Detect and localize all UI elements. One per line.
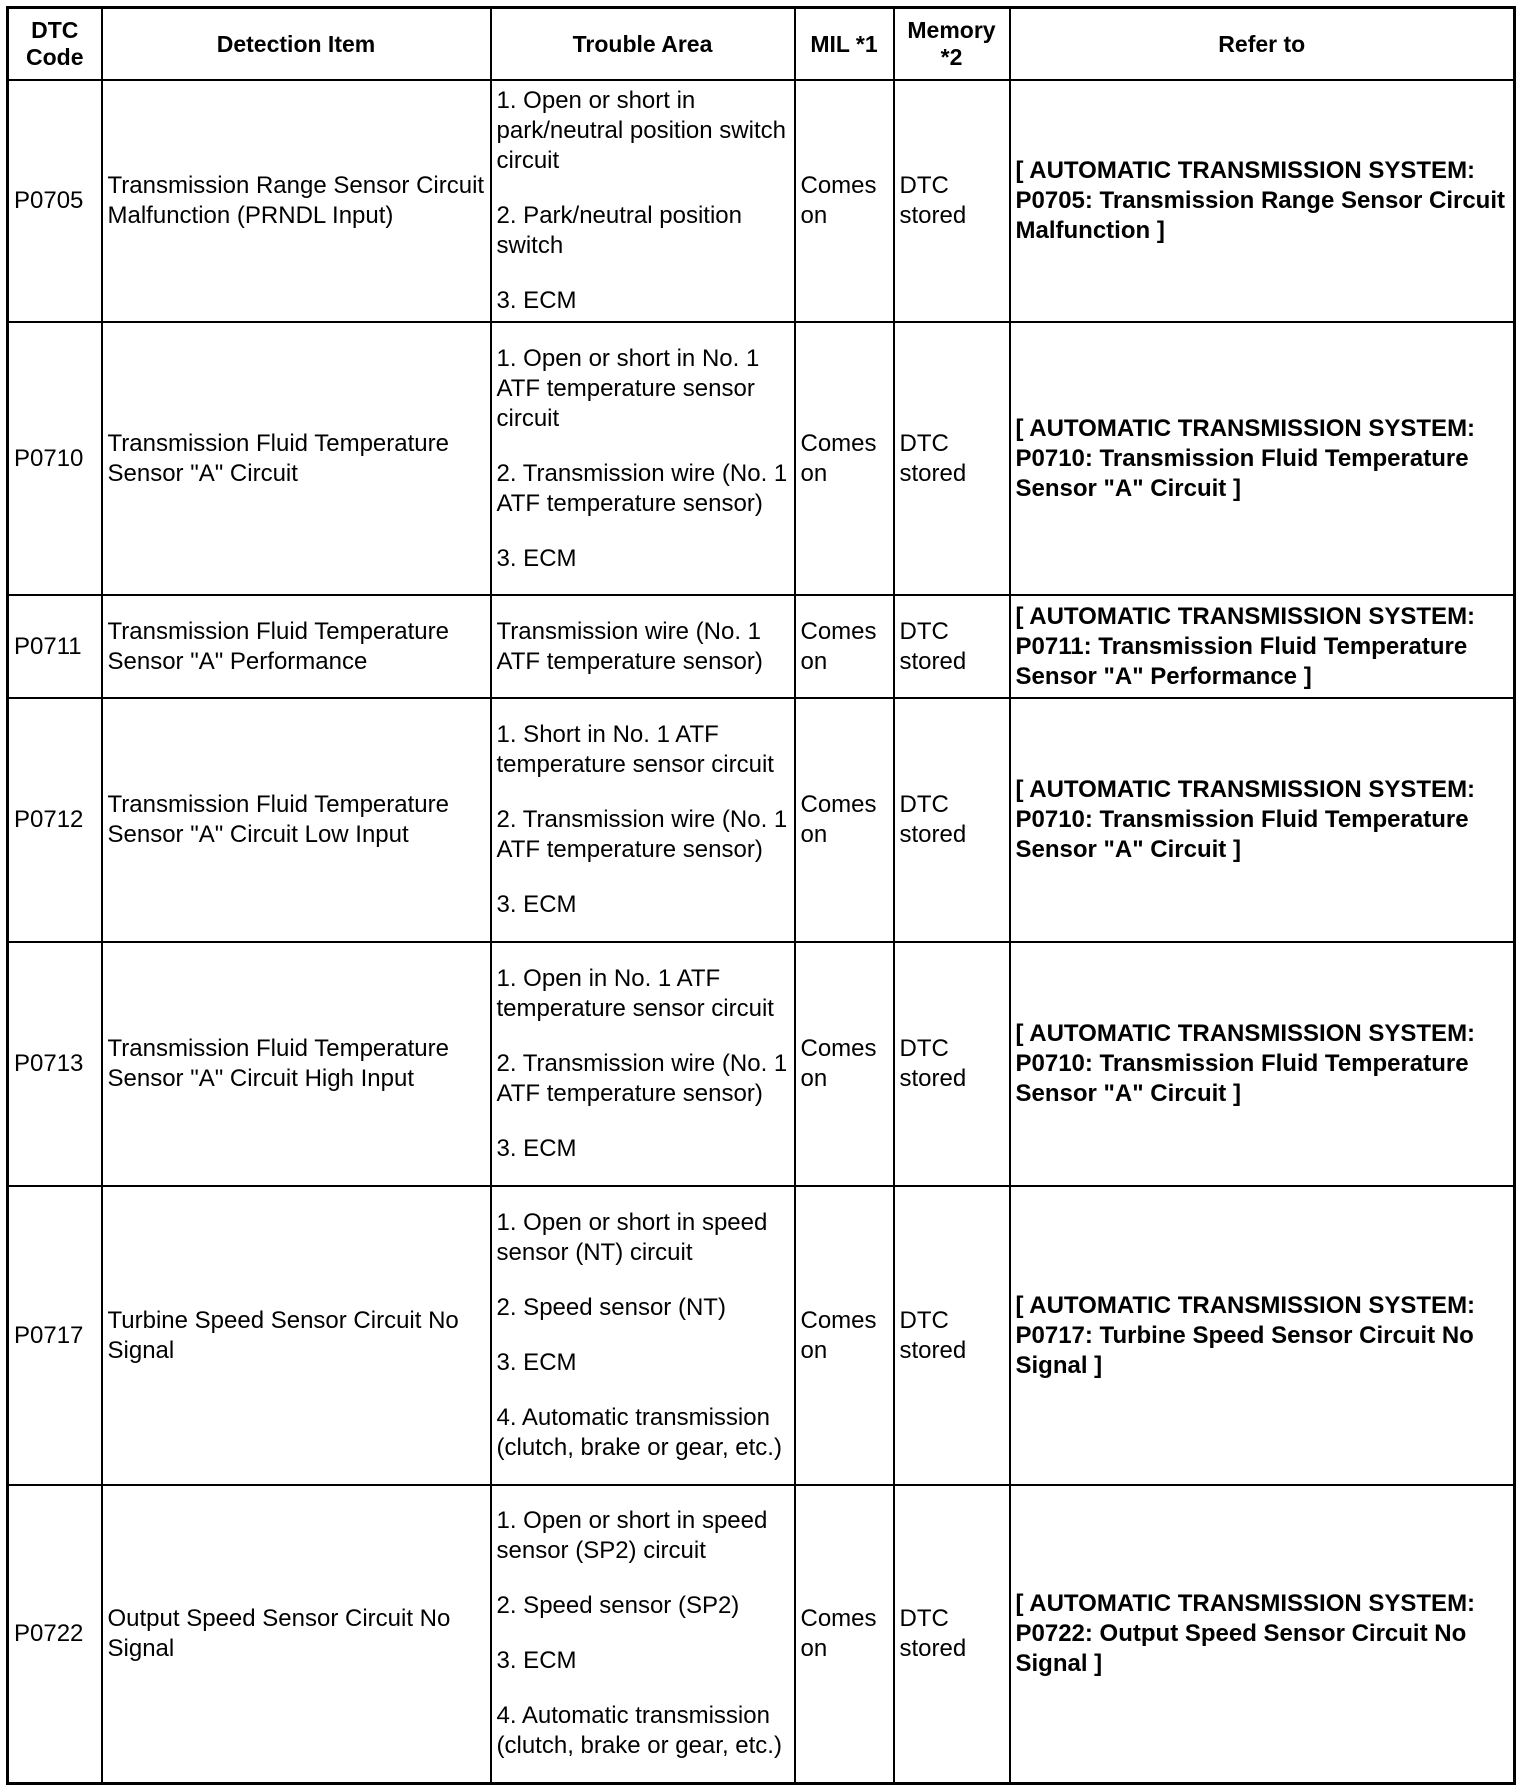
header-memory-line2: *2 — [940, 44, 963, 70]
detection-item: Transmission Range Sensor Circuit Malfunction (PRNDL Input) — [102, 80, 491, 322]
memory-status: DTC stored — [894, 1186, 1010, 1485]
trouble-item: 2. Transmission wire (No. 1 ATF temperature sensor) — [496, 806, 788, 863]
dtc-code: P0711 — [8, 595, 102, 698]
trouble-item: 3. ECM — [496, 1647, 577, 1675]
memory-status: DTC stored — [894, 942, 1010, 1186]
table-header-row — [8, 8, 1515, 81]
trouble-item: 1. Short in No. 1 ATF temperature sensor circuit — [496, 721, 774, 778]
refer-link[interactable]: [ AUTOMATIC TRANSMISSION SYSTEM: P0717: Turbine Speed Sensor Circuit No Signal ] — [1010, 1186, 1515, 1485]
trouble-area — [491, 698, 795, 942]
detection-item: Transmission Fluid Temperature Sensor "A" Circuit High Input — [102, 942, 491, 1186]
memory-status: DTC stored — [894, 322, 1010, 595]
refer-link[interactable]: [ AUTOMATIC TRANSMISSION SYSTEM: P0705: Transmission Range Sensor Circuit Malfunction ] — [1010, 80, 1515, 322]
memory-status: DTC stored — [894, 80, 1010, 322]
trouble-item: 2. Transmission wire (No. 1 ATF temperature sensor) — [496, 459, 788, 517]
table-row — [8, 595, 1515, 698]
trouble-item: 1. Open in No. 1 ATF temperature sensor circuit — [496, 965, 774, 1022]
table-row — [8, 942, 1515, 1186]
header-detection-item: Detection Item — [102, 8, 491, 81]
trouble-item: Transmission wire (No. 1 ATF temperature sensor) — [496, 617, 763, 675]
header-dtc-code — [8, 8, 102, 81]
detection-item: Turbine Speed Sensor Circuit No Signal — [102, 1186, 491, 1485]
trouble-item: 1. Open or short in speed sensor (SP2) circuit — [496, 1507, 768, 1565]
trouble-area — [491, 595, 795, 698]
refer-link[interactable]: [ AUTOMATIC TRANSMISSION SYSTEM: P0711: Transmission Fluid Temperature Sensor "A" Performance ] — [1010, 595, 1515, 698]
header-memory-line1: Memory — [907, 17, 996, 43]
mil-status: Comes on — [795, 942, 894, 1186]
trouble-item: 1. Open or short in park/neutral position switch circuit — [496, 87, 786, 174]
mil-status: Comes on — [795, 322, 894, 595]
refer-link[interactable]: [ AUTOMATIC TRANSMISSION SYSTEM: P0722: Output Speed Sensor Circuit No Signal ] — [1010, 1485, 1515, 1783]
header-dtc-code-line1: DTC — [31, 17, 79, 43]
dtc-code: P0713 — [8, 942, 102, 1186]
trouble-item: 4. Automatic transmission (clutch, brake or gear, etc.) — [496, 1404, 782, 1461]
mil-status: Comes on — [795, 1485, 894, 1783]
trouble-item: 1. Open or short in No. 1 ATF temperature sensor circuit — [496, 344, 760, 432]
dtc-code: P0710 — [8, 322, 102, 595]
memory-status: DTC stored — [894, 698, 1010, 942]
header-mil: MIL *1 — [795, 8, 894, 81]
trouble-area — [491, 322, 795, 595]
mil-status: Comes on — [795, 595, 894, 698]
dtc-code: P0722 — [8, 1485, 102, 1783]
trouble-item: 2. Transmission wire (No. 1 ATF temperature sensor) — [496, 1050, 788, 1107]
detection-item: Transmission Fluid Temperature Sensor "A" Performance — [102, 595, 491, 698]
trouble-area — [491, 80, 795, 322]
trouble-area — [491, 1485, 795, 1783]
detection-item: Transmission Fluid Temperature Sensor "A" Circuit — [102, 322, 491, 595]
trouble-item: 2. Speed sensor (NT) — [496, 1294, 726, 1321]
header-dtc-code-line2: Code — [26, 44, 84, 70]
trouble-item: 3. ECM — [496, 544, 577, 572]
header-refer-to: Refer to — [1010, 8, 1515, 81]
detection-item: Transmission Fluid Temperature Sensor "A" Circuit Low Input — [102, 698, 491, 942]
dtc-table — [6, 6, 1516, 1785]
mil-status: Comes on — [795, 698, 894, 942]
table-row — [8, 1485, 1515, 1783]
table-row — [8, 80, 1515, 322]
refer-link[interactable]: [ AUTOMATIC TRANSMISSION SYSTEM: P0710: Transmission Fluid Temperature Sensor "A" Circuit ] — [1010, 698, 1515, 942]
refer-link[interactable]: [ AUTOMATIC TRANSMISSION SYSTEM: P0710: Transmission Fluid Temperature Sensor "A" Circuit ] — [1010, 942, 1515, 1186]
detection-item: Output Speed Sensor Circuit No Signal — [102, 1485, 491, 1783]
refer-link[interactable]: [ AUTOMATIC TRANSMISSION SYSTEM: P0710: Transmission Fluid Temperature Sensor "A" Circuit ] — [1010, 322, 1515, 595]
memory-status: DTC stored — [894, 1485, 1010, 1783]
header-trouble-area: Trouble Area — [491, 8, 795, 81]
trouble-item: 3. ECM — [496, 891, 577, 918]
table-row — [8, 322, 1515, 595]
dtc-code: P0717 — [8, 1186, 102, 1485]
trouble-item: 3. ECM — [496, 1349, 577, 1376]
mil-status: Comes on — [795, 1186, 894, 1485]
trouble-item: 2. Speed sensor (SP2) — [496, 1592, 740, 1620]
header-memory — [894, 8, 1010, 81]
trouble-area — [491, 942, 795, 1186]
dtc-table-wrapper — [6, 6, 1516, 1785]
dtc-code: P0705 — [8, 80, 102, 322]
trouble-item: 3. ECM — [496, 1135, 577, 1162]
dtc-code: P0712 — [8, 698, 102, 942]
trouble-item: 1. Open or short in speed sensor (NT) circuit — [496, 1209, 768, 1266]
trouble-item: 2. Park/neutral position switch — [496, 202, 742, 259]
trouble-item: 3. ECM — [496, 287, 577, 314]
table-row — [8, 698, 1515, 942]
memory-status: DTC stored — [894, 595, 1010, 698]
table-row — [8, 1186, 1515, 1485]
trouble-item: 4. Automatic transmission (clutch, brake or gear, etc.) — [496, 1702, 782, 1760]
trouble-area — [491, 1186, 795, 1485]
mil-status: Comes on — [795, 80, 894, 322]
